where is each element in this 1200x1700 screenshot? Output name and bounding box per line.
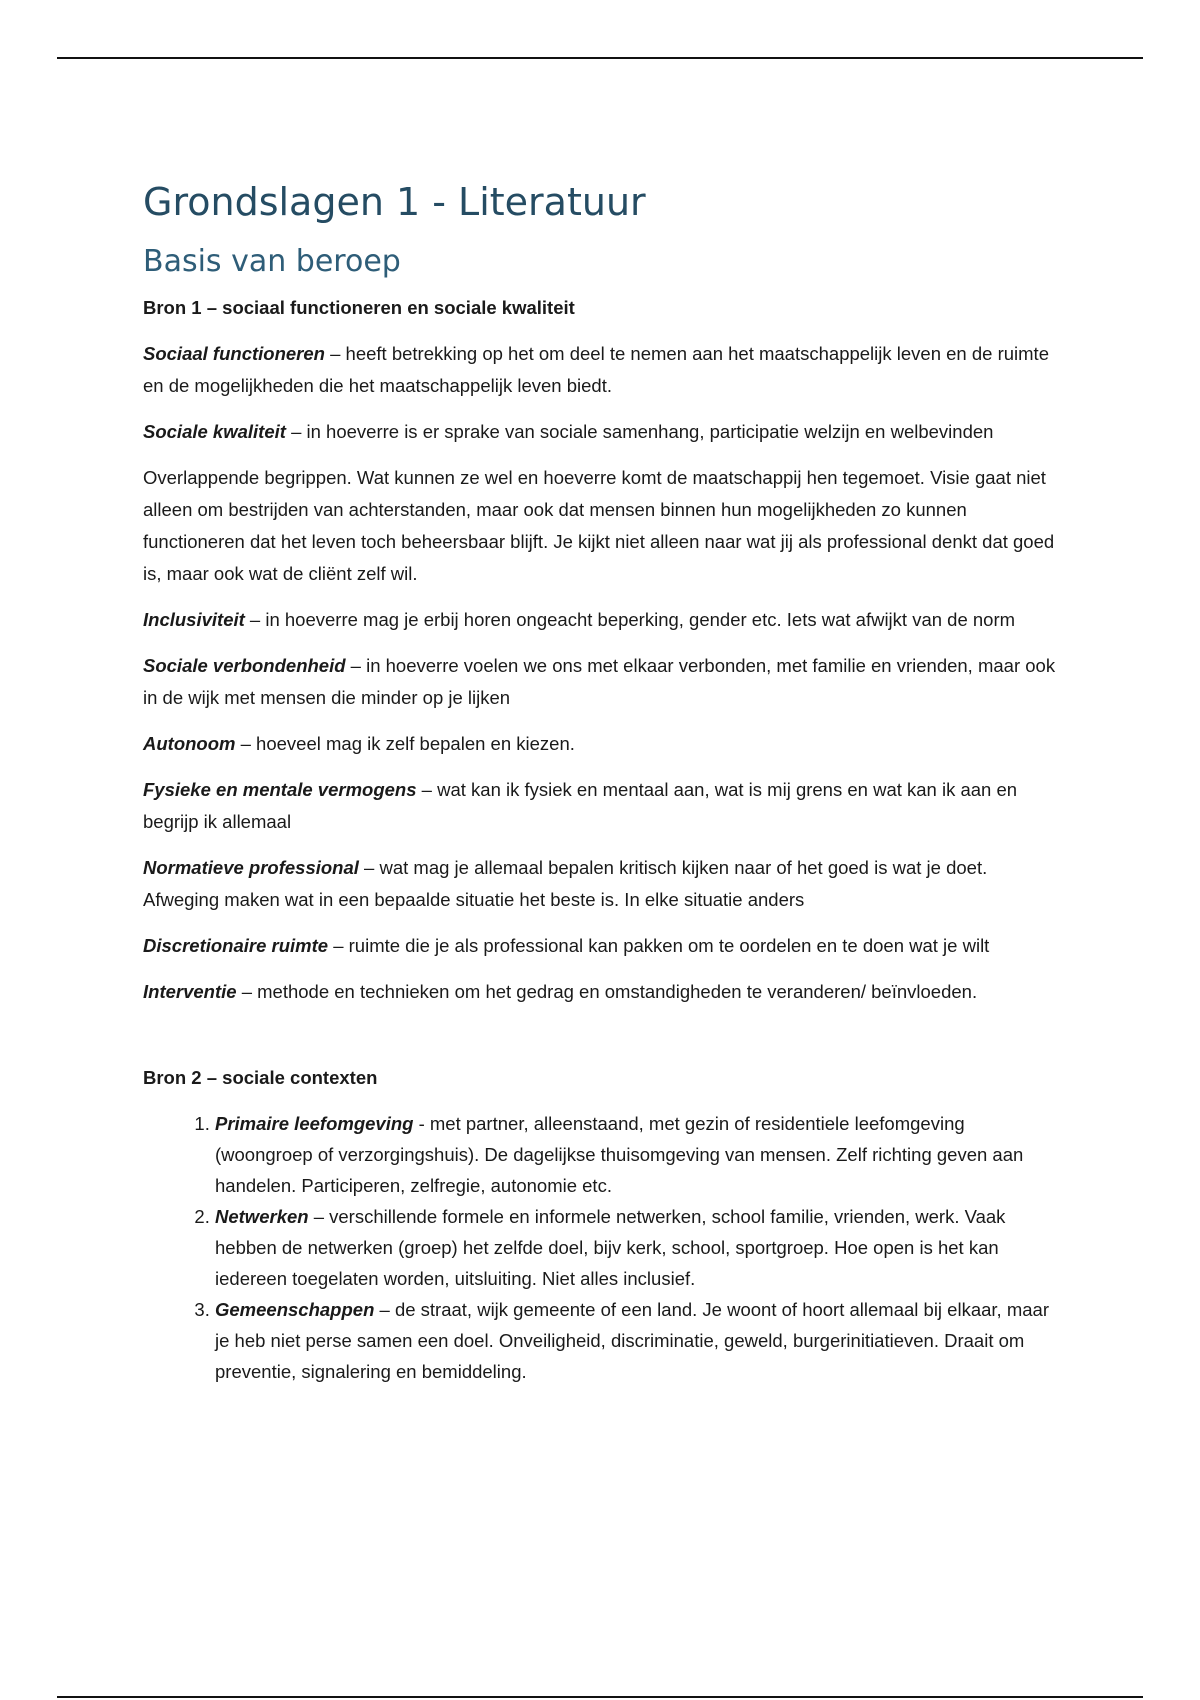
definition-paragraph bbox=[143, 728, 1063, 760]
list-item bbox=[215, 1294, 1063, 1387]
definition-text: – in hoeverre is er sprake van sociale samenhang, participatie welzijn en welbevinden bbox=[285, 421, 994, 442]
bottom-rule bbox=[57, 1696, 1143, 1698]
definition-paragraph bbox=[143, 650, 1063, 714]
body-paragraph bbox=[143, 462, 1063, 590]
top-rule bbox=[57, 57, 1143, 59]
definition-text: – ruimte die je als professional kan pakken om te oordelen en te doen wat je wilt bbox=[328, 935, 990, 956]
list-item-text: – verschillende formele en informele netwerken, school familie, vrienden, werk. Vaak hebben de netwerken (groep) het zelfde doel, bijv kerk, school, sportgroep. Hoe open is het kan iedereen toegelaten worden, uitsluiting. Niet alles inclusief. bbox=[215, 1206, 1006, 1289]
list-item-term: Primaire leefomgeving bbox=[215, 1113, 414, 1134]
section2-heading: Bron 2 – sociale contexten bbox=[143, 1067, 378, 1088]
list-item-term: Gemeenschappen bbox=[215, 1299, 375, 1320]
list-item bbox=[215, 1108, 1063, 1201]
list-item-text: – de straat, wijk gemeente of een land. Je woont of hoort allemaal bij elkaar, maar je heb niet perse samen een doel. Onveiligheid, discriminatie, geweld, burgerinitiatieven. Draait om preventie, signalering en bemiddeling. bbox=[215, 1299, 1049, 1382]
list-item-term: Netwerken bbox=[215, 1206, 309, 1227]
definition-term: Discretionaire ruimte bbox=[143, 935, 329, 956]
definition-text: – hoeveel mag ik zelf bepalen en kiezen. bbox=[235, 733, 575, 754]
definition-paragraph bbox=[143, 604, 1063, 636]
document-title: Grondslagen 1 - Literatuur bbox=[143, 180, 646, 224]
definition-text: – in hoeverre voelen we ons met elkaar verbonden, met familie en vrienden, maar ook in de wijk met mensen die minder op je lijken bbox=[143, 655, 1056, 708]
definition-term: Inclusiviteit bbox=[143, 609, 245, 630]
definition-term: Sociale verbondenheid bbox=[143, 655, 346, 676]
definition-term: Fysieke en mentale vermogens bbox=[143, 779, 417, 800]
contexts-list bbox=[143, 1108, 1063, 1387]
list-item-text: - met partner, alleenstaand, met gezin of residentiele leefomgeving (woongroep of verzorgingshuis). De dagelijkse thuisomgeving van mensen. Zelf richting geven aan handelen. Participeren, zelfregie, autonomie etc. bbox=[215, 1113, 1024, 1196]
definition-paragraph bbox=[143, 416, 1063, 448]
document-subtitle: Basis van beroep bbox=[143, 244, 401, 279]
definition-text: – wat mag je allemaal bepalen kritisch kijken naar of het goed is wat je doet. Afweging maken wat in een bepaalde situatie het beste is. In elke situatie anders bbox=[143, 857, 988, 910]
section1-heading: Bron 1 – sociaal functioneren en sociale kwaliteit bbox=[143, 297, 575, 318]
definition-text: – wat kan ik fysiek en mentaal aan, wat is mij grens en wat kan ik aan en begrijp ik allemaal bbox=[143, 779, 1018, 832]
definition-term: Autonoom bbox=[143, 733, 236, 754]
document-body bbox=[143, 178, 1063, 1387]
definition-text: – in hoeverre mag je erbij horen ongeacht beperking, gender etc. Iets wat afwijkt van de norm bbox=[244, 609, 1016, 630]
definition-paragraph bbox=[143, 852, 1063, 916]
definition-text: – methode en technieken om het gedrag en omstandigheden te veranderen/ beïnvloeden. bbox=[236, 981, 978, 1002]
definition-term: Sociaal functioneren bbox=[143, 343, 325, 364]
definition-term: Sociale kwaliteit bbox=[143, 421, 286, 442]
definition-term: Normatieve professional bbox=[143, 857, 359, 878]
definition-paragraph bbox=[143, 774, 1063, 838]
definition-term: Interventie bbox=[143, 981, 237, 1002]
definition-text: – heeft betrekking op het om deel te nemen aan het maatschappelijk leven en de ruimte en de mogelijkheden die het maatschappelijk leven biedt. bbox=[143, 343, 1049, 396]
definition-text: Overlappende begrippen. Wat kunnen ze wel en hoeverre komt de maatschappij hen tegemoet. Visie gaat niet alleen om bestrijden van achterstanden, maar ook dat mensen binnen hun mogelijkheden zo kunnen functioneren dat het leven toch beheersbaar blijft. Je kijkt niet alleen naar wat jij als professional denkt dat goed is, maar ook wat de cliënt zelf wil. bbox=[143, 467, 1055, 584]
definition-paragraph bbox=[143, 976, 1063, 1008]
definition-paragraph bbox=[143, 338, 1063, 402]
list-item bbox=[215, 1201, 1063, 1294]
definition-paragraph bbox=[143, 930, 1063, 962]
